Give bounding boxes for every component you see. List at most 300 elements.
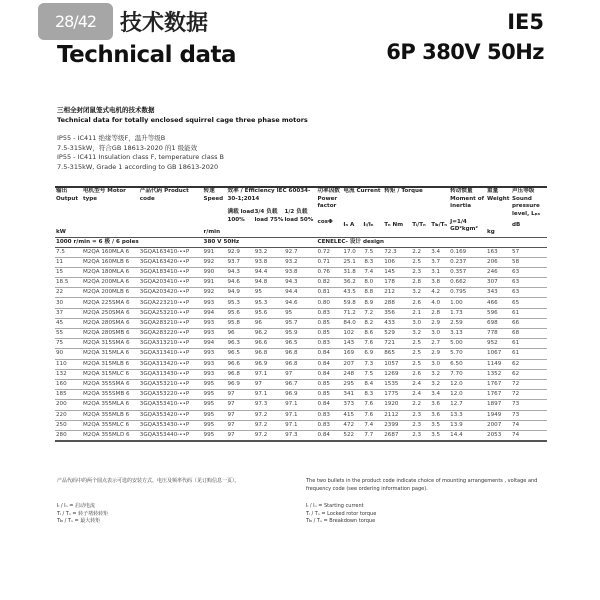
cell-eff-75: 94.8 (254, 278, 284, 288)
cell-inertia: 2.59 (449, 318, 486, 328)
cell-product-code: 3GQA283210-••P (139, 318, 203, 328)
cell-cos-phi: 0.71 (317, 257, 343, 267)
cell-eff-50: 97.1 (284, 400, 316, 410)
cell-tb-tn: 4.0 (430, 298, 449, 308)
table-row (55, 288, 547, 298)
cell-tl-tn: 2.5 (411, 257, 430, 267)
cell-motor-type: M2QA 355SMB 6 (82, 390, 139, 400)
cell-speed: 995 (203, 410, 227, 420)
cell-eff-75: 96.2 (254, 329, 284, 339)
cell-weight: 2007 (486, 420, 511, 430)
cell-motor-type: M2QA 355MLB 6 (82, 410, 139, 420)
cell-current-a: 415 (342, 410, 363, 420)
cell-current-a: 248 (342, 369, 363, 379)
cell-current-a: 102 (342, 329, 363, 339)
cell-eff-100: 96.8 (227, 369, 254, 379)
cell-torque-nm: 72.3 (383, 247, 411, 257)
cell-eff-100: 97 (227, 400, 254, 410)
cell-tl-tn: 2.5 (411, 349, 430, 359)
cell-product-code: 3GQA353410-••P (139, 400, 203, 410)
cell-current-a: 17.0 (342, 247, 363, 257)
cell-tl-tn: 2.3 (411, 410, 430, 420)
cell-inertia: 12.0 (449, 390, 486, 400)
cell-tl-tn: 2.2 (411, 247, 430, 257)
cell-current-a: 169 (342, 349, 363, 359)
cell-eff-100: 94.6 (227, 278, 254, 288)
cell-sound: 66 (511, 318, 547, 328)
cell-sound: 62 (511, 359, 547, 369)
cell-tl-tn: 2.6 (411, 369, 430, 379)
cell-weight: 2053 (486, 430, 511, 440)
cell-tb-tn: 3.0 (430, 359, 449, 369)
cell-eff-75: 94.4 (254, 267, 284, 277)
cell-output: 15 (55, 267, 82, 277)
table-row (55, 298, 547, 308)
cell-il-in: 7.7 (363, 430, 383, 440)
cell-weight: 1767 (486, 390, 511, 400)
cell-weight: 1767 (486, 379, 511, 389)
cell-eff-50: 94.6 (284, 298, 316, 308)
cell-sound: 61 (511, 308, 547, 318)
cell-tb-tn: 3.4 (430, 390, 449, 400)
cell-motor-type: M2QA 280SMB 6 (82, 329, 139, 339)
cell-eff-50: 95.9 (284, 329, 316, 339)
cell-torque-nm: 865 (383, 349, 411, 359)
cell-eff-75: 93.2 (254, 247, 284, 257)
cell-il-in: 8.6 (363, 329, 383, 339)
cell-sound: 63 (511, 288, 547, 298)
cell-cos-phi: 0.83 (317, 308, 343, 318)
cell-eff-75: 96 (254, 318, 284, 328)
cell-eff-50: 93.8 (284, 267, 316, 277)
cell-speed: 995 (203, 430, 227, 440)
cell-inertia: 5.00 (449, 339, 486, 349)
cell-cos-phi: 0.85 (317, 390, 343, 400)
header-torque: 转矩 / Torque Tₙ Nm Tₗ/Tₙ Tь/Tₙ (384, 188, 447, 228)
header-current: 电流 Current Iₙ A Iₗ/Iₙ (343, 188, 381, 228)
cell-torque-nm: 212 (383, 288, 411, 298)
cell-tl-tn: 2.3 (411, 420, 430, 430)
cell-sound: 65 (511, 298, 547, 308)
cell-tb-tn: 2.9 (430, 349, 449, 359)
cell-eff-75: 95 (254, 288, 284, 298)
footnote-cn: 产品代码中的两个圆点表示可选的安装方式、电压及频率代码（见订购信息一页）。 (57, 478, 240, 484)
cell-inertia: 0.795 (449, 288, 486, 298)
cell-torque-nm: 106 (383, 257, 411, 267)
cell-weight: 1949 (486, 410, 511, 420)
cell-inertia: 13.9 (449, 420, 486, 430)
cell-motor-type: M2QA 225SMA 6 (82, 298, 139, 308)
cell-inertia: 0.237 (449, 257, 486, 267)
cell-speed: 991 (203, 278, 227, 288)
cell-eff-50: 96.7 (284, 379, 316, 389)
cell-cos-phi: 0.84 (317, 369, 343, 379)
table-row (55, 410, 547, 420)
cell-speed: 990 (203, 267, 227, 277)
cell-sound: 72 (511, 390, 547, 400)
cell-speed: 993 (203, 298, 227, 308)
table-row (55, 359, 547, 369)
header-inertia: 转动惯量 Moment of inertia J=1/4 GD²kgm² (450, 188, 485, 232)
cell-output: 90 (55, 349, 82, 359)
cell-tb-tn: 3.5 (430, 430, 449, 440)
cell-weight: 698 (486, 318, 511, 328)
cell-product-code: 3GQA313210-••P (139, 339, 203, 349)
cell-speed: 994 (203, 308, 227, 318)
cell-il-in: 7.5 (363, 369, 383, 379)
cell-motor-type: M2QA 315SMA 6 (82, 339, 139, 349)
technical-data-table (55, 186, 547, 442)
cell-motor-type: M2QA 355MLC 6 (82, 420, 139, 430)
cell-motor-type: M2QA 200MLA 6 (82, 278, 139, 288)
cell-eff-50: 97.3 (284, 430, 316, 440)
cell-eff-100: 97 (227, 410, 254, 420)
cell-tl-tn: 2.8 (411, 278, 430, 288)
cell-product-code: 3GQA223210-••P (139, 298, 203, 308)
cell-eff-75: 97.1 (254, 390, 284, 400)
cell-eff-100: 96 (227, 329, 254, 339)
cell-speed: 993 (203, 349, 227, 359)
cell-motor-type: M2QA 315MLC 6 (82, 369, 139, 379)
cell-eff-75: 97 (254, 379, 284, 389)
cell-tl-tn: 2.3 (411, 430, 430, 440)
cell-inertia: 12.7 (449, 400, 486, 410)
cell-tl-tn: 3.2 (411, 288, 430, 298)
cell-tb-tn: 3.0 (430, 329, 449, 339)
table-row (55, 390, 547, 400)
cell-torque-nm: 1535 (383, 379, 411, 389)
group-voltage: 380 V 50Hz (203, 237, 317, 247)
title-chinese: 技术数据 (120, 11, 209, 36)
cell-product-code: 3GQA203420-••P (139, 288, 203, 298)
cell-current-a: 84.0 (342, 318, 363, 328)
cell-il-in: 7.6 (363, 400, 383, 410)
cell-sound: 74 (511, 430, 547, 440)
cell-eff-75: 93.8 (254, 257, 284, 267)
cell-eff-75: 97.3 (254, 400, 284, 410)
cell-sound: 73 (511, 400, 547, 410)
cell-tb-tn: 2.9 (430, 318, 449, 328)
cell-product-code: 3GQA313420-••P (139, 359, 203, 369)
cell-output: 55 (55, 329, 82, 339)
cell-output: 132 (55, 369, 82, 379)
cell-motor-type: M2QA 250SMA 6 (82, 308, 139, 318)
cell-weight: 778 (486, 329, 511, 339)
cell-product-code: 3GQA353440-••P (139, 430, 203, 440)
cell-product-code: 3GQA253210-••P (139, 308, 203, 318)
cell-eff-50: 94.3 (284, 278, 316, 288)
cell-torque-nm: 2112 (383, 410, 411, 420)
cell-eff-75: 97.1 (254, 369, 284, 379)
legend-cn: Iₗ / Iₙ = 启动电流 Tₗ / Tₙ = 转子堵转转矩 Tь / Tₙ = 最大转矩 (57, 503, 109, 524)
legend-en: Iₗ / Iₙ = Starting current Tₗ / Tₙ = Locked rotor torque Tь / Tₙ = Breakdown torque (306, 503, 377, 524)
cell-motor-type: M2QA 355SMA 6 (82, 379, 139, 389)
cell-eff-100: 97 (227, 430, 254, 440)
cell-motor-type: M2QA 180MLA 6 (82, 267, 139, 277)
cell-speed: 992 (203, 257, 227, 267)
header-sound: 声压等级 Sound pressure level, Lₚₐ dB (512, 188, 540, 228)
cell-speed: 994 (203, 339, 227, 349)
cell-motor-type: M2QA 200MLB 6 (82, 288, 139, 298)
cell-current-a: 472 (342, 420, 363, 430)
cell-eff-50: 93.2 (284, 257, 316, 267)
cell-output: 11 (55, 257, 82, 267)
header-efficiency: 效率 / Efficiency IEC 60034-30-1;2014 满载 load 100% 3/4 负载 load 75% 1/2 负载 load 50% (227, 188, 314, 223)
cell-torque-nm: 2687 (383, 430, 411, 440)
cell-tb-tn: 3.8 (430, 278, 449, 288)
cell-eff-50: 96.5 (284, 339, 316, 349)
cell-sound: 74 (511, 420, 547, 430)
header-motor-type: 电机型号 Motor type (82, 188, 126, 202)
cell-output: 220 (55, 410, 82, 420)
cell-tl-tn: 2.1 (411, 308, 430, 318)
cell-current-a: 143 (342, 339, 363, 349)
cell-motor-type: M2QA 280SMA 6 (82, 318, 139, 328)
cell-cos-phi: 0.82 (317, 278, 343, 288)
cell-inertia: 7.70 (449, 369, 486, 379)
cell-weight: 1149 (486, 359, 511, 369)
cell-inertia: 3.13 (449, 329, 486, 339)
cell-cos-phi: 0.80 (317, 298, 343, 308)
group-design: CENELEC- 设计 design (317, 237, 548, 247)
cell-speed: 993 (203, 359, 227, 369)
cell-weight: 246 (486, 267, 511, 277)
cell-cos-phi: 0.76 (317, 267, 343, 277)
cell-eff-75: 96.6 (254, 339, 284, 349)
spec-line: 7.5-315kW，符合GB 18613-2020 的1 级能效 (57, 144, 198, 152)
table-row (55, 339, 547, 349)
cell-current-a: 36.2 (342, 278, 363, 288)
cell-inertia: 13.3 (449, 410, 486, 420)
cell-motor-type: M2QA 160MLA 6 (82, 247, 139, 257)
header-power-factor: 功率因数 Power factor cosΦ (317, 188, 340, 225)
cell-tb-tn: 2.7 (430, 339, 449, 349)
cell-eff-100: 92.9 (227, 247, 254, 257)
group-row (55, 237, 547, 247)
cell-product-code: 3GQA353220-••P (139, 390, 203, 400)
cell-current-a: 43.5 (342, 288, 363, 298)
cell-eff-100: 96.9 (227, 379, 254, 389)
cell-current-a: 295 (342, 379, 363, 389)
header-weight: 重量 Weight kg (487, 188, 510, 235)
cell-tb-tn: 3.4 (430, 247, 449, 257)
cell-tl-tn: 2.5 (411, 339, 430, 349)
cell-eff-50: 95.7 (284, 318, 316, 328)
table-row (55, 329, 547, 339)
cell-eff-75: 97.2 (254, 430, 284, 440)
cell-tl-tn: 3.0 (411, 318, 430, 328)
header-speed: 转速 Speed r/min (203, 188, 224, 235)
cell-cos-phi: 0.84 (317, 430, 343, 440)
cell-output: 7.5 (55, 247, 82, 257)
cell-eff-100: 94.3 (227, 267, 254, 277)
cell-current-a: 373 (342, 400, 363, 410)
cell-cos-phi: 0.72 (317, 247, 343, 257)
footnote-en: The two bullets in the product code indicate choice of mounting arrangements , voltage and frequency code (see ordering information page). (306, 478, 538, 492)
cell-il-in: 7.6 (363, 410, 383, 420)
table-row (55, 379, 547, 389)
cell-sound: 58 (511, 257, 547, 267)
cell-output: 75 (55, 339, 82, 349)
cell-torque-nm: 1920 (383, 400, 411, 410)
cell-speed: 993 (203, 329, 227, 339)
spec-line: 7.5-315kW, Grade 1 according to GB 18613-2020 (57, 163, 219, 171)
cell-output: 22 (55, 288, 82, 298)
cell-output: 280 (55, 430, 82, 440)
cell-eff-50: 96.8 (284, 359, 316, 369)
cell-il-in: 8.8 (363, 288, 383, 298)
cell-eff-50: 94.4 (284, 288, 316, 298)
page-counter-badge: 28/42 (38, 3, 113, 40)
cell-speed: 995 (203, 420, 227, 430)
cell-speed: 993 (203, 369, 227, 379)
subtitle: Technical data for totally enclosed squirrel cage three phase motors (57, 116, 308, 124)
subtitle-chinese: 三相全封闭鼠笼式电机的技术数据 (57, 106, 155, 114)
cell-sound: 61 (511, 339, 547, 349)
spec-line: IP55 - IC411 Insulation class F, temperature class B (57, 153, 225, 161)
cell-product-code: 3GQA353430-••P (139, 420, 203, 430)
cell-speed: 995 (203, 400, 227, 410)
cell-motor-type: M2QA 355MLD 6 (82, 430, 139, 440)
cell-inertia: 0.357 (449, 267, 486, 277)
cell-output: 18.5 (55, 278, 82, 288)
cell-sound: 57 (511, 247, 547, 257)
cell-cos-phi: 0.83 (317, 420, 343, 430)
cell-product-code: 3GQA283220-••P (139, 329, 203, 339)
cell-output: 160 (55, 379, 82, 389)
cell-tl-tn: 2.6 (411, 298, 430, 308)
cell-cos-phi: 0.85 (317, 379, 343, 389)
page-title: Technical data (57, 42, 237, 68)
cell-torque-nm: 721 (383, 339, 411, 349)
cell-il-in: 8.2 (363, 318, 383, 328)
table-row (55, 430, 547, 440)
cell-cos-phi: 0.85 (317, 318, 343, 328)
cell-il-in: 8.3 (363, 390, 383, 400)
cell-product-code: 3GQA353420-••P (139, 410, 203, 420)
cell-eff-75: 95.6 (254, 308, 284, 318)
cell-tl-tn: 2.2 (411, 400, 430, 410)
cell-weight: 206 (486, 257, 511, 267)
table-row (55, 267, 547, 277)
cell-eff-100: 96.5 (227, 349, 254, 359)
cell-sound: 63 (511, 267, 547, 277)
cell-tb-tn: 3.6 (430, 400, 449, 410)
cell-tl-tn: 2.3 (411, 267, 430, 277)
cell-cos-phi: 0.84 (317, 359, 343, 369)
cell-current-a: 522 (342, 430, 363, 440)
cell-cos-phi: 0.83 (317, 339, 343, 349)
cell-cos-phi: 0.83 (317, 410, 343, 420)
spec-header: 6P 380V 50Hz (386, 40, 544, 64)
cell-torque-nm: 529 (383, 329, 411, 339)
cell-il-in: 8.9 (363, 298, 383, 308)
cell-torque-nm: 288 (383, 298, 411, 308)
cell-eff-100: 97 (227, 390, 254, 400)
cell-motor-type: M2QA 315MLA 6 (82, 349, 139, 359)
cell-output: 37 (55, 308, 82, 318)
table-row (55, 308, 547, 318)
cell-sound: 72 (511, 379, 547, 389)
cell-weight: 466 (486, 298, 511, 308)
cell-il-in: 7.6 (363, 339, 383, 349)
cell-motor-type: M2QA 315MLB 6 (82, 359, 139, 369)
table-row (55, 257, 547, 267)
cell-current-a: 59.8 (342, 298, 363, 308)
cell-product-code: 3GQA203410-••P (139, 278, 203, 288)
cell-output: 250 (55, 420, 82, 430)
cell-il-in: 7.4 (363, 420, 383, 430)
table-row (55, 318, 547, 328)
cell-tl-tn: 2.5 (411, 359, 430, 369)
cell-weight: 307 (486, 278, 511, 288)
cell-cos-phi: 0.81 (317, 288, 343, 298)
cell-weight: 952 (486, 339, 511, 349)
cell-eff-50: 96.9 (284, 390, 316, 400)
table-row (55, 349, 547, 359)
cell-torque-nm: 1775 (383, 390, 411, 400)
cell-current-a: 341 (342, 390, 363, 400)
cell-sound: 61 (511, 349, 547, 359)
cell-sound: 73 (511, 410, 547, 420)
spec-line: IP55 - IC411 绝缘等级F，温升等级B (57, 134, 166, 142)
table-row (55, 278, 547, 288)
cell-eff-50: 96.8 (284, 349, 316, 359)
cell-motor-type: M2QA 355MLA 6 (82, 400, 139, 410)
cell-eff-100: 93.7 (227, 257, 254, 267)
cell-eff-50: 97.1 (284, 410, 316, 420)
cell-product-code: 3GQA183410-••P (139, 267, 203, 277)
cell-il-in: 8.3 (363, 257, 383, 267)
cell-tb-tn: 3.2 (430, 379, 449, 389)
cell-current-a: 71.2 (342, 308, 363, 318)
cell-weight: 1067 (486, 349, 511, 359)
cell-inertia: 1.00 (449, 298, 486, 308)
group-poles: 1000 r/min = 6 极 / 6 poles (55, 237, 203, 247)
cell-il-in: 8.4 (363, 379, 383, 389)
cell-sound: 62 (511, 369, 547, 379)
cell-eff-100: 96.3 (227, 339, 254, 349)
cell-tb-tn: 4.2 (430, 288, 449, 298)
cell-tl-tn: 3.2 (411, 329, 430, 339)
header-output: 输出 Output kW (56, 188, 79, 235)
cell-output: 185 (55, 390, 82, 400)
cell-output: 45 (55, 318, 82, 328)
cell-weight: 163 (486, 247, 511, 257)
cell-inertia: 0.662 (449, 278, 486, 288)
cell-current-a: 25.1 (342, 257, 363, 267)
cell-eff-100: 94.9 (227, 288, 254, 298)
cell-speed: 993 (203, 318, 227, 328)
cell-cos-phi: 0.84 (317, 349, 343, 359)
cell-torque-nm: 356 (383, 308, 411, 318)
cell-eff-50: 95 (284, 308, 316, 318)
cell-inertia: 1.73 (449, 308, 486, 318)
cell-product-code: 3GQA353210-••P (139, 379, 203, 389)
cell-il-in: 7.3 (363, 359, 383, 369)
cell-eff-100: 95.3 (227, 298, 254, 308)
cell-inertia: 0.169 (449, 247, 486, 257)
cell-tb-tn: 3.2 (430, 369, 449, 379)
table-row (55, 247, 547, 257)
cell-output: 30 (55, 298, 82, 308)
cell-current-a: 31.8 (342, 267, 363, 277)
cell-product-code: 3GQA313430-••P (139, 369, 203, 379)
cell-weight: 1897 (486, 400, 511, 410)
cell-speed: 995 (203, 390, 227, 400)
cell-tb-tn: 3.5 (430, 420, 449, 430)
table-row (55, 400, 547, 410)
